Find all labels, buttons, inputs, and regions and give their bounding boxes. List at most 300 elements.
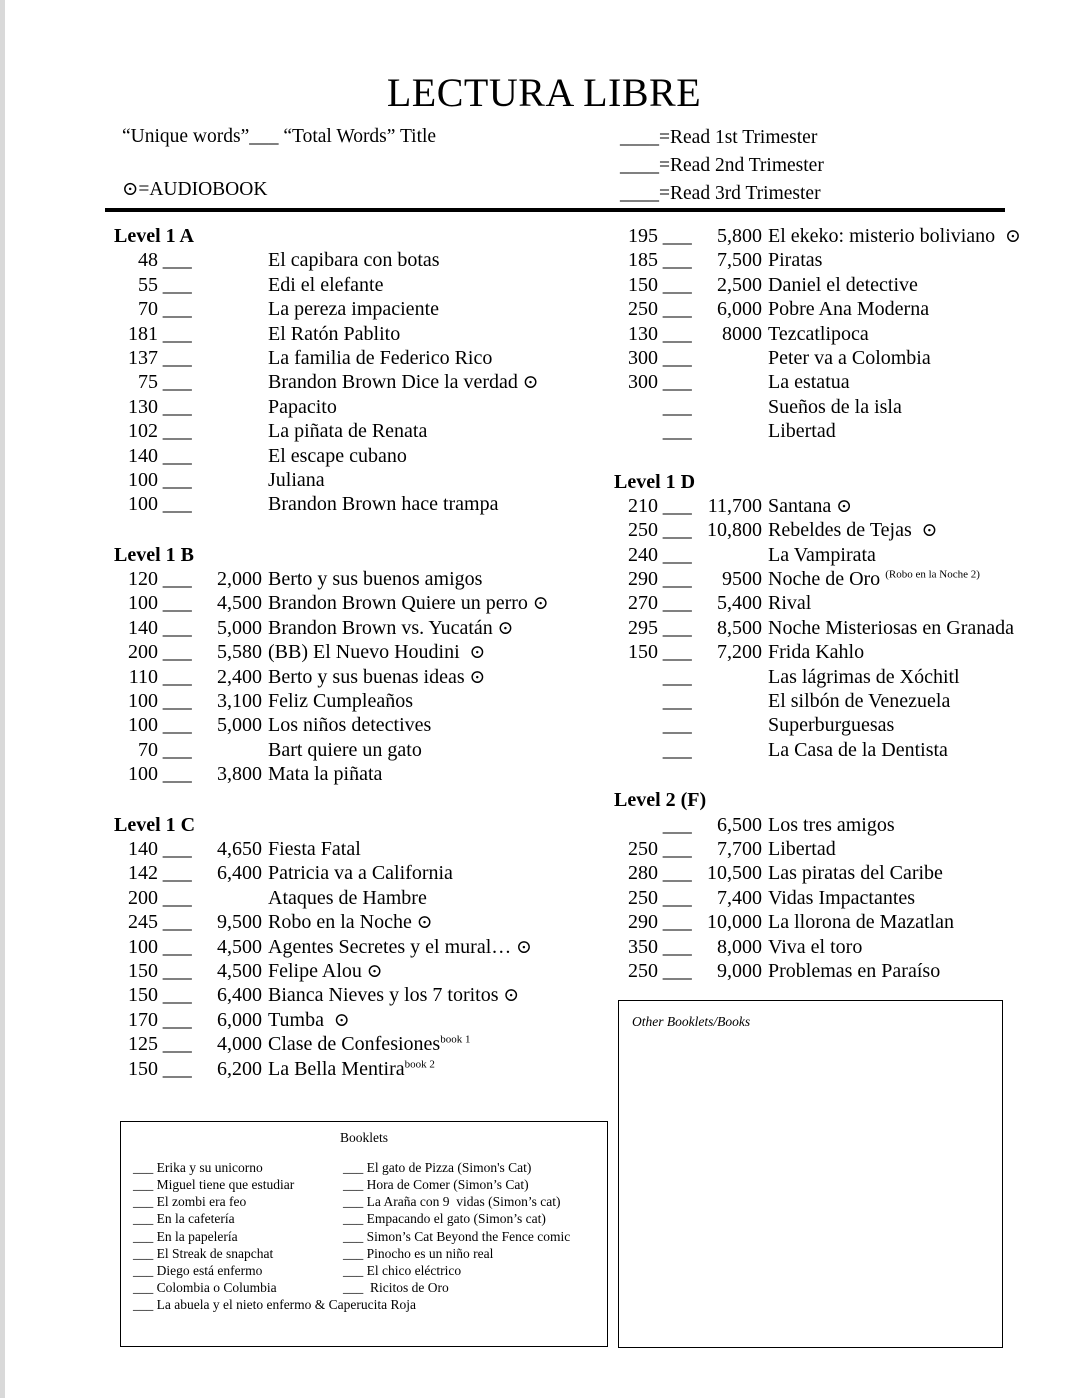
book-title: Juliana [268,468,325,491]
trimester-blank-field[interactable]: ___ [662,935,692,958]
level-heading: Level 1 C [114,813,196,836]
total-words-count: 4,000 [217,1033,262,1056]
trimester-blank-field[interactable]: ___ [162,444,192,467]
book-title: Edi el elefante [268,273,384,296]
trimester-blank-field[interactable]: ___ [162,322,192,345]
level-heading: Level 1 A [114,225,194,247]
book-row [614,616,1044,640]
book-row [614,395,1044,419]
level-heading: Level 1 B [114,543,194,566]
booklet-item[interactable]: ___ El Streak de snapchat [133,1245,274,1261]
total-words-count: 3,800 [217,763,262,786]
total-words-count: 4,500 [217,959,262,982]
unique-words-count: 137 [128,346,158,369]
unique-words-count: 150 [128,1057,158,1080]
trimester-blank-field[interactable]: ___ [162,568,192,591]
unique-words-count: 140 [128,444,158,467]
book-row-group [114,837,614,1081]
total-words-count: 11,700 [707,494,762,517]
total-words-count: 6,000 [217,1008,262,1031]
unique-words-count: 170 [128,1008,158,1031]
trimester-blank-field[interactable]: ___ [662,665,692,688]
book-row [614,248,1044,272]
total-words-count: 9,000 [717,959,762,982]
trimester-blank-field[interactable]: ___ [662,346,692,369]
unique-words-count: 70 [138,738,158,761]
booklet-item[interactable]: ___ Diego está enfermo [133,1262,263,1278]
audiobook-icon: ⊙ [916,520,938,542]
unique-words-count: 100 [128,714,158,737]
booklet-item[interactable]: ___ El chico eléctrico [343,1262,462,1278]
unique-words-count: 130 [628,322,658,345]
unique-words-count: 150 [128,984,158,1007]
booklet-item[interactable]: ___ Ricitos de Oro [343,1279,449,1295]
book-title: Berto y sus buenas ideas ⊙ [268,665,486,688]
audiobook-icon: ⊙ [492,617,514,639]
book-row [614,935,1044,959]
trimester-blank-field[interactable]: ___ [162,1008,192,1031]
trimester-blank-field[interactable]: ___ [662,371,692,394]
legend-word-counts [122,127,642,155]
unique-words-count: 200 [128,641,158,664]
unique-words-count: 250 [628,837,658,860]
book-title: El ekeko: misterio boliviano ⊙ [768,225,1021,247]
trimester-blank-field[interactable]: ___ [162,984,192,1007]
book-row [614,494,1044,518]
trimester-blank-field[interactable]: ___ [662,714,692,737]
book-title: La piñata de Renata [268,420,428,443]
section-spacer [614,762,1044,788]
booklet-item[interactable]: ___ Miguel tiene que estudiar [133,1177,295,1193]
unique-words-count: 150 [628,641,658,664]
book-row [114,273,614,297]
audiobook-icon: ⊙ [361,960,383,982]
legend-line-unique-total: “Unique words”___ “Total Words” Title [122,126,437,147]
trimester-blank-field[interactable]: ___ [162,1033,192,1056]
book-title: Fiesta Fatal [268,837,361,860]
book-row [614,419,1044,443]
unique-words-count: 270 [628,592,658,615]
trimester-blank-field[interactable]: ___ [662,249,692,272]
unique-words-count: 100 [128,690,158,713]
unique-words-count: 130 [128,395,158,418]
trimester-blank-field[interactable]: ___ [162,346,192,369]
total-words-count: 10,800 [707,519,762,542]
book-title: Robo en la Noche ⊙ [268,911,433,934]
audiobook-icon: ⊙ [411,912,433,934]
total-words-count: 8,500 [717,616,762,639]
book-row [114,910,614,934]
unique-words-count: 250 [628,886,658,909]
level-heading: Level 2 (F) [614,789,707,812]
unique-words-count: 280 [628,862,658,885]
book-title: Santana ⊙ [768,494,852,517]
book-row [614,224,1044,248]
book-row [614,713,1044,737]
trimester-blank-field[interactable]: ___ [662,959,692,982]
total-words-count: 10,500 [707,862,762,885]
trimester-blank-field[interactable]: ___ [162,641,192,664]
trimester-blank-field[interactable]: ___ [162,714,192,737]
trimester-blank-field[interactable]: ___ [162,935,192,958]
trimester-blank-field[interactable]: ___ [162,886,192,909]
trimester-blank-field[interactable]: ___ [662,886,692,909]
unique-words-count: 290 [628,568,658,591]
book-row [114,444,614,468]
booklets-box-title: Booklets [339,1130,388,1145]
trimester-blank-field[interactable]: ___ [662,738,692,761]
total-words-count: 5,800 [717,225,762,247]
booklet-item[interactable]: ___ En la papelería [133,1228,238,1244]
total-words-count: 5,000 [217,714,262,737]
trimester-blank-field[interactable]: ___ [162,1057,192,1080]
booklet-item[interactable]: ___ El gato de Pizza (Simon's Cat) [343,1160,532,1175]
book-row-group [114,567,614,787]
total-words-count: 7,400 [717,886,762,909]
book-order-superscript: book 2 [404,1057,435,1070]
book-row [114,567,614,591]
book-row [614,370,1044,394]
trimester-blank-field[interactable]: ___ [162,468,192,491]
book-row-group [614,224,1044,444]
trimester-blank-field[interactable]: ___ [162,862,192,885]
total-words-count: 9,500 [217,911,262,934]
total-words-count: 5,400 [717,592,762,615]
book-row [114,468,614,492]
unique-words-count: 195 [628,225,658,247]
book-row [114,837,614,861]
level-heading: Level 1 D [614,470,696,493]
legend-trimesters [620,127,1020,211]
book-title: Libertad [768,420,836,443]
total-words-count: 2,000 [217,568,262,591]
book-title: Frida Kahlo [768,641,865,664]
audiobook-icon: ⊙ [831,495,852,517]
trimester-blank-field[interactable]: ___ [662,225,692,247]
total-words-count: 7,200 [717,641,762,664]
unique-words-count: 110 [128,665,158,688]
book-row [114,1057,614,1081]
book-row [614,346,1044,370]
total-words-count: 6,500 [717,813,762,836]
unique-words-count: 295 [628,616,658,639]
book-row [114,861,614,885]
trimester-blank-field[interactable]: ___ [162,249,192,272]
total-words-count: 6,400 [217,862,262,885]
booklet-item[interactable]: ___ Simon’s Cat Beyond the Fence comic [343,1228,571,1244]
other-booklets-box[interactable] [618,1000,1003,1348]
book-title: Brandon Brown Dice la verdad ⊙ [268,371,539,394]
total-words-count: 8,000 [717,935,762,958]
trimester-blank-field[interactable]: ___ [162,273,192,296]
book-row [614,297,1044,321]
book-title: Tezcatlipoca [768,322,869,345]
book-row [114,689,614,713]
trimester-blank-field[interactable]: ___ [662,420,692,443]
unique-words-count: 140 [128,616,158,639]
unique-words-count: 210 [628,494,658,517]
unique-words-count: 250 [628,519,658,542]
audiobook-icon: ⊙ [464,642,486,664]
trimester-blank-field[interactable]: ___ [162,837,192,860]
trimester-blank-field[interactable]: ___ [662,273,692,296]
book-row [614,543,1044,567]
trimester-blank-field[interactable]: ___ [662,592,692,615]
book-title: Problemas en Paraíso [768,959,941,982]
trimester-blank-field[interactable]: ___ [162,738,192,761]
trimester-blank-field[interactable]: ___ [662,862,692,885]
right-book-column [614,224,1044,983]
book-row [614,813,1044,837]
book-row [114,346,614,370]
book-title: Rebeldes de Tejas ⊙ [768,519,938,542]
unique-words-count: 250 [628,959,658,982]
trimester-blank-field[interactable]: ___ [662,690,692,713]
book-row [114,640,614,664]
trimester-blank-field[interactable]: ___ [662,519,692,542]
trimester-blank-field[interactable]: ___ [162,395,192,418]
booklet-item[interactable]: ___ En la cafetería [133,1211,235,1227]
audiobook-icon: ⊙ [464,666,486,688]
trimester-blank-field[interactable]: ___ [662,813,692,836]
other-booklets-label: Other Booklets/Books [632,1014,751,1029]
unique-words-count: 55 [138,273,158,296]
legend-trimester-2: ____=Read 2nd Trimester [620,155,824,176]
unique-words-count: 245 [128,911,158,934]
unique-words-count: 100 [128,763,158,786]
book-title: (BB) El Nuevo Houdini ⊙ [268,641,486,664]
book-row [114,591,614,615]
trimester-blank-field[interactable]: ___ [662,568,692,591]
unique-words-count: 48 [138,249,158,272]
book-row [614,738,1044,762]
book-title: Viva el toro [768,935,863,958]
total-words-count: 9500 [722,568,762,591]
trimester-blank-field[interactable]: ___ [662,494,692,517]
trimester-blank-field[interactable]: ___ [662,298,692,321]
book-title: Daniel el detective [768,273,918,296]
book-title: Berto y sus buenos amigos [268,568,483,591]
unique-words-count: 185 [628,249,658,272]
total-words-count: 4,500 [217,592,262,615]
total-words-count: 10,000 [707,911,762,934]
unique-words-count: 70 [138,298,158,321]
audiobook-icon: ⊙ [498,985,520,1007]
left-book-column [114,224,614,1081]
unique-words-count: 300 [628,371,658,394]
book-title: Ataques de Hambre [268,886,427,909]
trimester-blank-field[interactable]: ___ [162,616,192,639]
unique-words-count: 150 [128,959,158,982]
book-title: La Vampirata [768,543,876,566]
section-spacer [114,517,614,543]
unique-words-count: 140 [128,837,158,860]
book-row [614,665,1044,689]
book-order-superscript: book 1 [440,1033,471,1046]
book-title: La Bella Mentira$^{book 2}$ [268,1057,435,1080]
trimester-blank-field[interactable]: ___ [662,911,692,934]
unique-words-count: 120 [128,568,158,591]
legend-trimester-3: ____=Read 3rd Trimester [620,183,821,204]
booklets-wide-item: ___ La abuela y el nieto enfermo & Caperucita Roja [133,1297,417,1313]
book-row-group [614,813,1044,984]
total-words-count: 6,200 [217,1057,262,1080]
book-title: Libertad [768,837,836,860]
booklet-item[interactable]: ___ Pinocho es un niño real [343,1245,494,1261]
trimester-blank-field[interactable]: ___ [162,911,192,934]
legend-trimester-1: ____=Read 1st Trimester [620,127,818,148]
book-row [114,322,614,346]
total-words-count: 2,400 [217,665,262,688]
trimester-blank-field[interactable]: ___ [662,837,692,860]
book-title: Piratas [768,249,823,272]
book-row [614,322,1044,346]
book-title: Tumba ⊙ [268,1008,350,1031]
total-words-count: 7,500 [717,249,762,272]
trimester-blank-field[interactable]: ___ [662,395,692,418]
total-words-count: 5,000 [217,616,262,639]
book-title: El escape cubano [268,444,407,467]
book-row [614,273,1044,297]
unique-words-count: 300 [628,346,658,369]
unique-words-count: 142 [128,862,158,885]
book-title: Las lágrimas de Xóchitl [768,665,960,688]
book-title: La pereza impaciente [268,298,439,321]
book-row [114,713,614,737]
book-title: La Casa de la Dentista [768,738,948,761]
book-row [614,567,1044,591]
audiobook-icon: ⊙ [328,1009,350,1031]
trimester-blank-field[interactable]: ___ [162,763,192,786]
total-words-count: 5,580 [217,641,262,664]
page-title: LECTURA LIBRE [386,70,702,115]
series-note-superscript: (Robo en la Noche 2) [885,568,980,581]
total-words-count: 6,000 [717,298,762,321]
book-row [614,837,1044,861]
book-row-group [614,494,1044,762]
trimester-blank-field[interactable]: ___ [662,616,692,639]
unique-words-count: 100 [128,592,158,615]
unique-words-count: 290 [628,911,658,934]
total-words-count: 7,700 [717,837,762,860]
book-title: Brandon Brown Quiere un perro ⊙ [268,592,549,615]
book-row [114,1008,614,1032]
booklet-item[interactable]: ___ Colombia o Columbia [133,1279,277,1295]
book-title: El Ratón Pablito [268,322,401,345]
trimester-blank-field[interactable]: ___ [162,493,192,516]
trimester-blank-field[interactable]: ___ [662,641,692,664]
legend-audiobook: ⊙=AUDIOBOOK [122,179,268,200]
booklets-box [120,1121,608,1347]
trimester-blank-field[interactable]: ___ [162,665,192,688]
trimester-blank-field[interactable]: ___ [662,543,692,566]
book-title: Los niños detectives [268,714,432,737]
booklet-item[interactable]: ___ Erika y su unicorno [133,1160,263,1175]
booklets-column-a [133,1159,343,1296]
unique-words-count: 100 [128,493,158,516]
unique-words-count: 200 [128,886,158,909]
total-words-count: 6,400 [217,984,262,1007]
audiobook-icon: ⊙ [1000,226,1021,247]
book-row-group [114,248,614,516]
trimester-blank-field[interactable]: ___ [162,959,192,982]
trimester-blank-field[interactable]: ___ [162,592,192,615]
book-row [114,492,614,516]
book-row [114,665,614,689]
unique-words-count: 150 [628,273,658,296]
book-row [614,640,1044,664]
book-row [614,910,1044,934]
book-title: Felipe Alou ⊙ [268,959,383,982]
book-title: Rival [768,592,812,615]
audiobook-icon: ⊙ [511,936,532,958]
book-title: Vidas Impactantes [768,886,916,909]
audiobook-icon: ⊙ [517,372,539,394]
book-title: Bart quiere un gato [268,738,422,761]
booklet-item[interactable]: ___ Empacando el gato (Simon’s cat) [343,1211,546,1227]
book-row [114,297,614,321]
book-row [114,419,614,443]
booklet-item[interactable]: ___ El zombi era feo [133,1194,247,1210]
unique-words-count: 100 [128,935,158,958]
book-row [614,591,1044,615]
trimester-blank-field[interactable]: ___ [162,298,192,321]
trimester-blank-field[interactable]: ___ [662,322,692,345]
audiobook-icon: ⊙ [527,593,549,615]
header-divider [105,208,1005,212]
book-row [114,762,614,786]
total-words-count: 8000 [722,322,762,345]
book-title: Las piratas del Caribe [768,862,943,885]
book-title: Los tres amigos [768,813,895,836]
unique-words-count: 350 [628,935,658,958]
trimester-blank-field[interactable]: ___ [162,420,192,443]
unique-words-count: 102 [128,420,158,443]
book-row [614,886,1044,910]
book-title: Noche de Oro $^{(Robo en la Noche 2)}$ [768,568,980,591]
book-row [614,518,1044,542]
book-row [114,395,614,419]
total-words-count: 3,100 [217,690,262,713]
book-title: Brandon Brown vs. Yucatán ⊙ [268,616,514,639]
unique-words-count: 100 [128,468,158,491]
trimester-blank-field[interactable]: ___ [162,690,192,713]
book-title: Patricia va a California [268,862,453,885]
book-title: Feliz Cumpleaños [268,690,413,713]
book-row [614,689,1044,713]
book-row [114,983,614,1007]
book-title: Agentes Secretes y el mural… ⊙ [268,935,532,958]
book-title: Bianca Nieves y los 7 toritos ⊙ [268,984,520,1007]
book-row [114,616,614,640]
book-title: Mata la piñata [268,763,383,786]
book-row [114,248,614,272]
book-row [114,935,614,959]
unique-words-count: 250 [628,298,658,321]
booklet-item[interactable]: ___ Hora de Comer (Simon’s Cat) [343,1177,529,1193]
unique-words-count: 75 [138,371,158,394]
book-title: El capibara con botas [268,249,440,272]
book-title: Pobre Ana Moderna [768,298,930,321]
book-title: Noche Misteriosas en Granada [768,616,1015,639]
book-row [114,738,614,762]
book-row [114,1032,614,1056]
unique-words-count: 125 [128,1033,158,1056]
trimester-blank-field[interactable]: ___ [162,371,192,394]
unique-words-count: 240 [628,543,658,566]
booklet-item[interactable]: ___ La Araña con 9 vidas (Simon’s cat) [343,1194,561,1210]
book-row [114,959,614,983]
